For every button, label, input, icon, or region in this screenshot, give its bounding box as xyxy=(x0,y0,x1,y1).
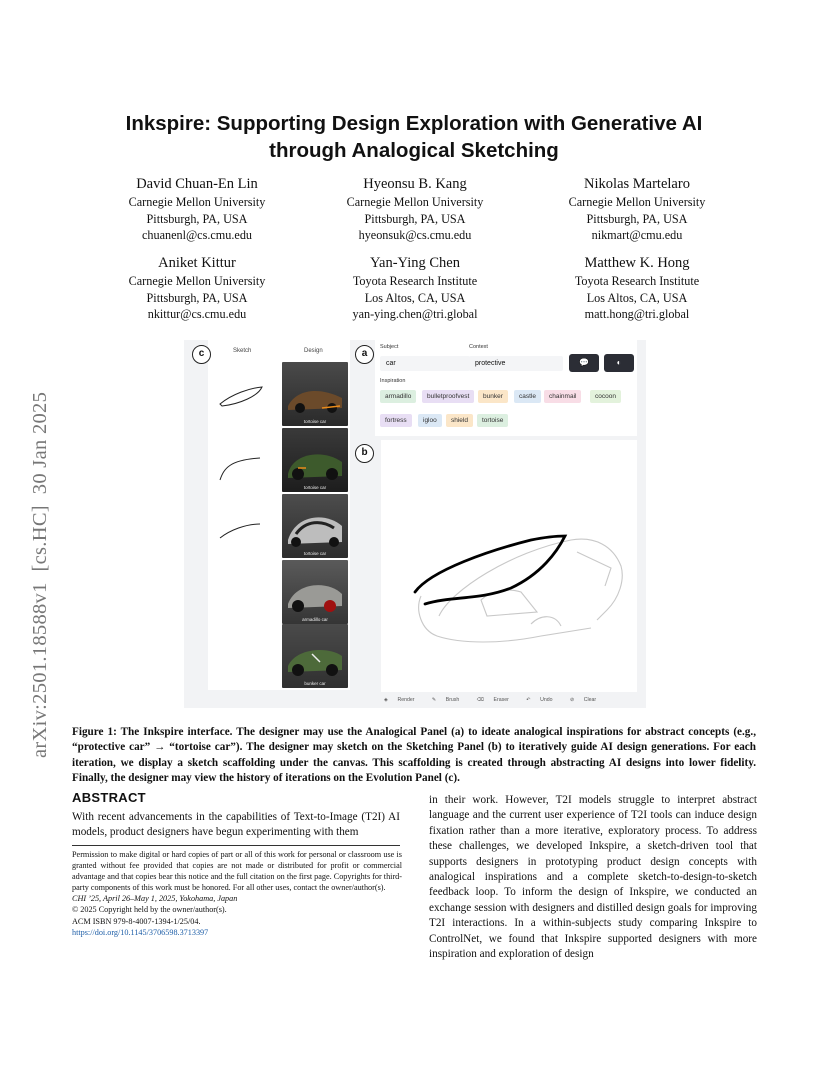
author-block xyxy=(300,175,530,244)
author-location: Pittsburgh, PA, USA xyxy=(146,290,248,305)
sketch-column-header: Sketch xyxy=(233,348,252,354)
design-label: tortoise car xyxy=(303,485,327,490)
design-thumbnail[interactable] xyxy=(282,624,348,688)
render-label: Render xyxy=(397,697,415,703)
author-name: Yan-Ying Chen xyxy=(370,255,460,271)
author-location: Pittsburgh, PA, USA xyxy=(146,211,248,226)
design-thumbnail[interactable] xyxy=(282,560,348,624)
render-icon: ◈ xyxy=(384,697,388,703)
author-block xyxy=(522,254,752,323)
title-line-2: through Analogical Sketching xyxy=(269,139,559,162)
author-affiliation: Carnegie Mellon University xyxy=(346,195,484,209)
sketch-thumbnail[interactable] xyxy=(210,624,274,688)
author-block xyxy=(522,175,752,244)
sketching-canvas[interactable] xyxy=(381,440,637,692)
inspiration-chip[interactable]: chainmail xyxy=(544,390,581,403)
inspiration-label: Inspiration xyxy=(380,378,406,384)
sketch-thumbnail[interactable] xyxy=(210,560,274,624)
brush-icon: ✎ xyxy=(431,697,437,703)
undo-label: Undo xyxy=(540,697,553,703)
inspire-button[interactable] xyxy=(604,354,634,372)
clear-button[interactable] xyxy=(570,697,604,703)
brush-label: Brush xyxy=(445,697,460,703)
doi-link[interactable]: https://doi.org/10.1145/3706598.3713397 xyxy=(72,927,209,937)
eraser-icon: ⌫ xyxy=(476,697,485,703)
permission-text: Permission to make digital or hard copies of part or all of this work for personal or classroom use is granted without fee provided that copies are not made or distributed for profit or commercial advantage and that copies bear this notice and the full citation on the first page. Copyrights for third-party components of this work must be honored. For all other uses, contact the owner/author(s). xyxy=(72,850,402,893)
title-line-1: Inkspire: Supporting Design Exploration with Generative AI xyxy=(125,112,703,135)
author-block xyxy=(300,254,530,323)
inspiration-chip[interactable]: bulletproofvest xyxy=(422,390,474,403)
design-thumbnail[interactable] xyxy=(282,494,348,558)
figure-caption: Figure 1: The Inkspire interface. The designer may use the Analogical Panel (a) to ideate analogical inspirations for abstract concepts (e.g., “protective car” → “tortoise car”). The designer may sketch on the Sketching Panel (b) to iteratively guide AI design generations. For each iteration, we display a sketch scaffolding under the canvas. This scaffolding is created through abstracting AI designs into lower fidelity. Finally, the designer may view the history of iterations on the Evolution Panel (c). xyxy=(72,726,756,785)
inspiration-chip[interactable]: tortoise xyxy=(477,414,508,427)
venue: CHI ’25, April 26–May 1, 2025, Yokohama, Japan xyxy=(72,894,238,904)
figure-1 xyxy=(184,340,646,708)
author-block xyxy=(82,254,312,323)
design-label: bunker car xyxy=(304,681,326,686)
marker-c: c xyxy=(192,345,211,364)
sketch-toolbar xyxy=(384,697,612,703)
sketch-thumbnail[interactable] xyxy=(210,362,274,426)
author-affiliation: Carnegie Mellon University xyxy=(128,195,266,209)
copyright: © 2025 Copyright held by the owner/author(s). xyxy=(72,905,227,915)
context-input[interactable]: protective xyxy=(469,356,563,371)
undo-icon: ↶ xyxy=(526,697,531,703)
inspiration-chip[interactable]: bunker xyxy=(478,390,508,403)
author-name: Hyeonsu B. Kang xyxy=(363,176,467,192)
paper-title xyxy=(70,110,758,164)
subject-input[interactable]: car xyxy=(380,356,470,371)
design-label: armadillo car xyxy=(302,617,328,622)
inspiration-chip[interactable]: shield xyxy=(446,414,473,427)
design-thumbnail[interactable] xyxy=(282,428,348,492)
design-label: tortoise car xyxy=(303,551,327,556)
marker-b: b xyxy=(355,444,374,463)
author-block xyxy=(82,175,312,244)
author-name: Aniket Kittur xyxy=(158,255,236,271)
author-affiliation: Carnegie Mellon University xyxy=(568,195,706,209)
isbn: ACM ISBN 979-8-4007-1394-1/25/04. xyxy=(72,916,201,926)
author-affiliation: Toyota Research Institute xyxy=(574,274,700,288)
design-label: tortoise car xyxy=(303,419,327,424)
evolution-panel xyxy=(208,340,350,690)
author-name: Matthew K. Hong xyxy=(584,255,690,271)
author-location: Los Altos, CA, USA xyxy=(364,290,466,305)
author-affiliation: Toyota Research Institute xyxy=(352,274,478,288)
clear-icon: ⊘ xyxy=(569,697,575,703)
chat-icon: 💬 xyxy=(579,358,589,367)
footnote-divider xyxy=(72,845,400,846)
inspiration-chip[interactable]: cocoon xyxy=(590,390,621,403)
author-name: David Chuan-En Lin xyxy=(136,176,258,192)
arxiv-stamp-text: arXiv:2501.18588v1 [cs.HC] 30 Jan 2025 xyxy=(29,391,51,758)
sketch-thumbnail[interactable] xyxy=(210,428,274,492)
analogical-panel xyxy=(375,340,637,436)
author-email: hyeonsuk@cs.cmu.edu xyxy=(358,228,472,243)
abstract-heading: ABSTRACT xyxy=(72,790,146,805)
inspiration-chip[interactable]: igloo xyxy=(418,414,442,427)
subject-label: Subject xyxy=(380,344,399,350)
sketch-thumbnail[interactable] xyxy=(210,494,274,558)
author-location: Pittsburgh, PA, USA xyxy=(586,211,688,226)
author-location: Pittsburgh, PA, USA xyxy=(364,211,466,226)
design-column-header: Design xyxy=(304,348,323,354)
brush-button[interactable] xyxy=(432,697,467,703)
abstract-text-col1: With recent advancements in the capabilities of Text-to-Image (T2I) AI models, product designers have begun experimenting with them xyxy=(72,811,400,839)
author-email: nkittur@cs.cmu.edu xyxy=(147,307,247,322)
author-name: Nikolas Martelaro xyxy=(584,176,690,192)
abstract-text-col2: in their work. However, T2I models struggle to interpret abstract language and the current user experience of T2I tools can induce design fixation rather than a more iterative, exploratory process. To address these challenges, we developed Inkspire, a sketch-driven tool that supports designers in prototyping product design concepts with analogical inspirations and a complete sketch-to-design-to-sketch feedback loop. To inform the design of Inkspire, we conducted an exchange session with designers and distilled design goals for improving T2I interactions. In a within-subjects study comparing Inkspire to ControlNet, we found that Inkspire supported designers with more inspiration and exploration of design xyxy=(429,794,757,961)
clear-label: Clear xyxy=(583,697,597,703)
design-thumbnail[interactable] xyxy=(282,362,348,426)
inspiration-chip[interactable]: fortress xyxy=(380,414,412,427)
context-label: Context xyxy=(469,344,488,350)
undo-button[interactable] xyxy=(526,697,560,703)
palette-icon: ◐ xyxy=(616,358,622,367)
inspiration-chip[interactable]: castle xyxy=(514,390,541,403)
arxiv-stamp xyxy=(14,290,60,760)
author-affiliation: Carnegie Mellon University xyxy=(128,274,266,288)
author-location: Los Altos, CA, USA xyxy=(586,290,688,305)
eraser-label: Eraser xyxy=(493,697,509,703)
chat-button[interactable] xyxy=(569,354,599,372)
author-email: chuanenl@cs.cmu.edu xyxy=(141,228,253,243)
author-email: yan-ying.chen@tri.global xyxy=(352,307,478,322)
author-email: nikmart@cmu.edu xyxy=(591,228,683,243)
author-email: matt.hong@tri.global xyxy=(584,307,690,322)
marker-a: a xyxy=(355,345,374,364)
permission-footnote xyxy=(72,849,402,938)
render-button[interactable] xyxy=(384,697,422,703)
inspiration-chip[interactable]: armadillo xyxy=(380,390,416,403)
eraser-button[interactable] xyxy=(477,697,517,703)
